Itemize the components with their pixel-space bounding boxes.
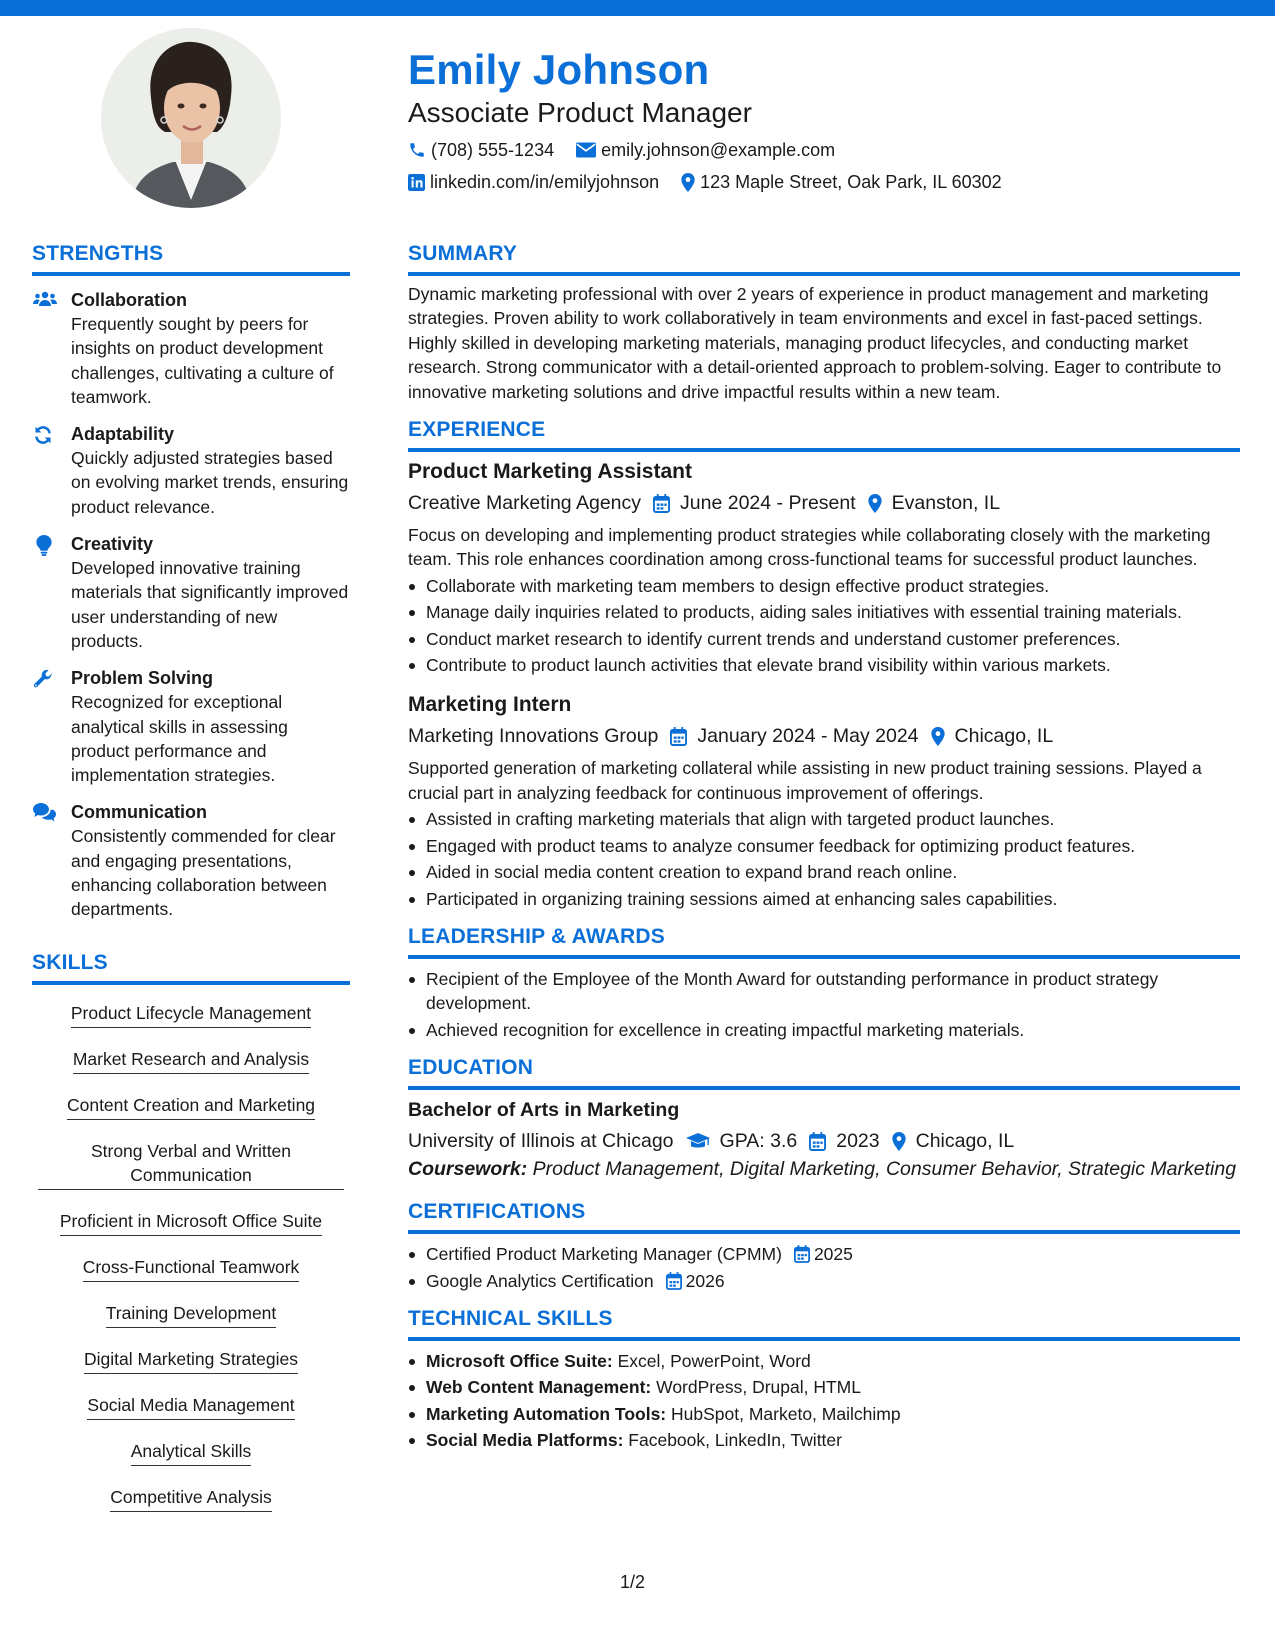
graduation-year: 2023 (836, 1130, 880, 1153)
list-item: Aided in social media content creation to expand brand reach online. (408, 860, 1240, 884)
calendar-icon (794, 1245, 810, 1263)
skill-item: Product Lifecycle Management (32, 1001, 350, 1028)
skill-item: Analytical Skills (32, 1439, 350, 1466)
coursework-label: Coursework: (408, 1158, 528, 1181)
address-contact (681, 170, 1002, 194)
job-bullets (408, 807, 1240, 911)
strengths-list (32, 288, 350, 922)
skill-item: Market Research and Analysis (32, 1047, 350, 1074)
skills-list (32, 1001, 350, 1512)
page-number: 1/2 (620, 1572, 646, 1592)
strength-item (32, 800, 350, 921)
skill-item: Competitive Analysis (32, 1485, 350, 1512)
certification-year: 2026 (685, 1270, 725, 1291)
section-divider (32, 272, 350, 276)
map-marker-icon (681, 173, 695, 192)
job-location: Evanston, IL (891, 492, 1001, 515)
skill-item: Training Development (32, 1301, 350, 1328)
candidate-title: Associate Product Manager (408, 97, 752, 128)
tech-skill-label: Web Content Management: (426, 1377, 652, 1398)
experience-heading: EXPERIENCE (408, 418, 546, 442)
calendar-icon (653, 494, 670, 513)
phone-icon (408, 141, 426, 159)
list-item (408, 1349, 1240, 1373)
calendar-icon (809, 1132, 826, 1151)
skill-item: Cross-Functional Teamwork (32, 1255, 350, 1282)
list-item: Collaborate with marketing team members to design effective product strategies. (408, 574, 1240, 598)
job-role: Product Marketing Assistant (408, 460, 692, 484)
summary-heading: SUMMARY (408, 242, 518, 265)
list-item (408, 1428, 1240, 1452)
tech-skill-label: Social Media Platforms: (426, 1430, 624, 1451)
list-item (408, 1402, 1240, 1426)
users-icon (33, 291, 57, 307)
section-divider (408, 1230, 1240, 1234)
certifications-list (408, 1242, 1240, 1293)
section-divider (408, 448, 1240, 452)
calendar-icon (666, 1272, 682, 1290)
section-divider (32, 981, 350, 985)
lightbulb-icon (36, 535, 52, 556)
strength-name: Communication (71, 802, 208, 823)
job-dates: January 2024 - May 2024 (697, 725, 919, 748)
skill-item: Digital Marketing Strategies (32, 1347, 350, 1374)
phone-contact (408, 138, 554, 162)
job-role: Marketing Intern (408, 693, 572, 717)
section-divider (408, 272, 1240, 276)
map-marker-icon (892, 1132, 906, 1151)
envelope-icon (576, 142, 596, 158)
education-heading: EDUCATION (408, 1056, 534, 1080)
summary-text: Dynamic marketing professional with over 2 years of experience in product management and marketing strategies. Proven ability to work collaboratively in team environments and excel in fast-paced settings. Highly skilled in developing marketing materials, managing product lifecycles, and conducting market research. Strong communicator with a detail-oriented approach to problem-solving. Eager to contribute to innovative marketing solutions and drive impactful results within a new team. (408, 284, 1222, 402)
technical-skills-list (408, 1349, 1240, 1453)
strength-item (32, 666, 350, 787)
comments-icon (33, 803, 57, 822)
left-column (32, 240, 350, 1531)
job-description: Supported generation of marketing collateral while assisting in new product training sessions. Played a crucial part in analyzing feedback for continuous improvement of offerings. (408, 758, 1202, 803)
list-item: Conduct market research to identify current trends and understand customer preferences. (408, 627, 1240, 651)
calendar-icon (670, 727, 687, 746)
email-address[interactable]: emily.johnson@example.com (601, 140, 836, 160)
leadership-heading: LEADERSHIP & AWARDS (408, 924, 665, 948)
candidate-name: Emily Johnson (408, 46, 710, 93)
tech-skill-label: Microsoft Office Suite: (426, 1350, 613, 1371)
list-item: Achieved recognition for excellence in creating impactful marketing materials. (408, 1018, 1240, 1042)
job-entry (408, 691, 1240, 910)
strength-name: Adaptability (71, 424, 175, 445)
strength-description: Frequently sought by peers for insights on product development challenges, cultivating a culture of teamwork. (71, 314, 334, 407)
skills-heading: SKILLS (32, 950, 108, 974)
list-item: Engaged with product teams to analyze consumer feedback for optimizing product features. (408, 834, 1240, 858)
school-name: University of Illinois at Chicago (408, 1130, 674, 1153)
coursework (408, 1157, 1240, 1182)
job-location: Chicago, IL (954, 725, 1054, 748)
skill-item: Proficient in Microsoft Office Suite (32, 1209, 350, 1236)
job-company: Marketing Innovations Group (408, 725, 659, 748)
tech-skill-value: Excel, PowerPoint, Word (617, 1350, 811, 1371)
school-location: Chicago, IL (915, 1130, 1015, 1153)
list-item (408, 1242, 1240, 1266)
certification-name: Google Analytics Certification (426, 1270, 654, 1291)
list-item: Participated in organizing training sessions aimed at enhancing sales capabilities. (408, 887, 1240, 911)
gpa-value: GPA: 3.6 (719, 1130, 798, 1153)
strength-description: Quickly adjusted strategies based on evolving market trends, ensuring product relevance. (71, 448, 349, 517)
section-divider (408, 955, 1240, 959)
list-item: Manage daily inquiries related to products, aiding sales initiatives with essential training materials. (408, 600, 1240, 624)
street-address: 123 Maple Street, Oak Park, IL 60302 (700, 172, 1002, 192)
strength-item (32, 422, 350, 519)
profile-photo (101, 28, 281, 208)
phone-number: (708) 555-1234 (431, 140, 555, 160)
linkedin-icon (408, 174, 425, 191)
skill-item: Content Creation and Marketing (32, 1093, 350, 1120)
job-bullets (408, 574, 1240, 678)
strength-name: Collaboration (71, 290, 187, 310)
section-divider (408, 1086, 1240, 1090)
list-item: Recipient of the Employee of the Month Award for outstanding performance in product strategy development. (408, 967, 1240, 1016)
strength-item (32, 288, 350, 409)
coursework-list: Product Management, Digital Marketing, Consumer Behavior, Strategic Marketing (532, 1158, 1237, 1181)
wrench-icon (33, 669, 53, 689)
right-column (408, 240, 1240, 1455)
certification-name: Certified Product Marketing Manager (CPMM) (426, 1244, 782, 1265)
map-marker-icon (868, 494, 882, 513)
graduation-cap-icon (686, 1133, 710, 1150)
strengths-heading: STRENGTHS (32, 242, 164, 265)
job-dates: June 2024 - Present (680, 492, 856, 515)
strength-description: Developed innovative training materials that significantly improved user understanding of new products. (71, 558, 349, 651)
strength-item (32, 532, 350, 653)
list-item (408, 1269, 1240, 1293)
tech-skill-label: Marketing Automation Tools: (426, 1403, 667, 1424)
strength-name: Creativity (71, 534, 154, 555)
leadership-bullets (408, 967, 1240, 1042)
refresh-icon (33, 425, 53, 445)
strength-name: Problem Solving (71, 668, 214, 689)
top-accent-bar (0, 0, 1275, 16)
job-description: Focus on developing and implementing product strategies while collaborating closely with the marketing team. This role enhances coordination among cross-functional teams for successful product launches. (408, 525, 1211, 570)
email-contact[interactable] (576, 138, 835, 162)
technical-skills-heading: TECHNICAL SKILLS (408, 1306, 613, 1330)
list-item: Contribute to product launch activities that elevate brand visibility within various markets. (408, 653, 1240, 677)
tech-skill-value: HubSpot, Marketo, Mailchimp (671, 1403, 901, 1424)
resume-header (408, 44, 1238, 194)
skill-item: Strong Verbal and Written Communication (32, 1139, 350, 1190)
skill-item: Social Media Management (32, 1393, 350, 1420)
linkedin-url[interactable]: linkedin.com/in/emilyjohnson (430, 172, 660, 192)
strength-description: Recognized for exceptional analytical skills in assessing product performance and implementation strategies. (71, 692, 288, 786)
tech-skill-value: Facebook, LinkedIn, Twitter (628, 1430, 842, 1451)
strength-description: Consistently commended for clear and engaging presentations, enhancing collaboration between departments. (71, 826, 336, 920)
job-entry (408, 458, 1240, 677)
degree-name: Bachelor of Arts in Marketing (408, 1099, 680, 1122)
list-item: Assisted in crafting marketing materials that align with targeted product launches. (408, 807, 1240, 831)
map-marker-icon (931, 727, 945, 746)
job-company: Creative Marketing Agency (408, 492, 642, 515)
certifications-heading: CERTIFICATIONS (408, 1200, 586, 1224)
section-divider (408, 1337, 1240, 1341)
linkedin-contact[interactable] (408, 170, 659, 194)
tech-skill-value: WordPress, Drupal, HTML (656, 1377, 861, 1398)
certification-year: 2025 (813, 1244, 853, 1265)
list-item (408, 1375, 1240, 1399)
